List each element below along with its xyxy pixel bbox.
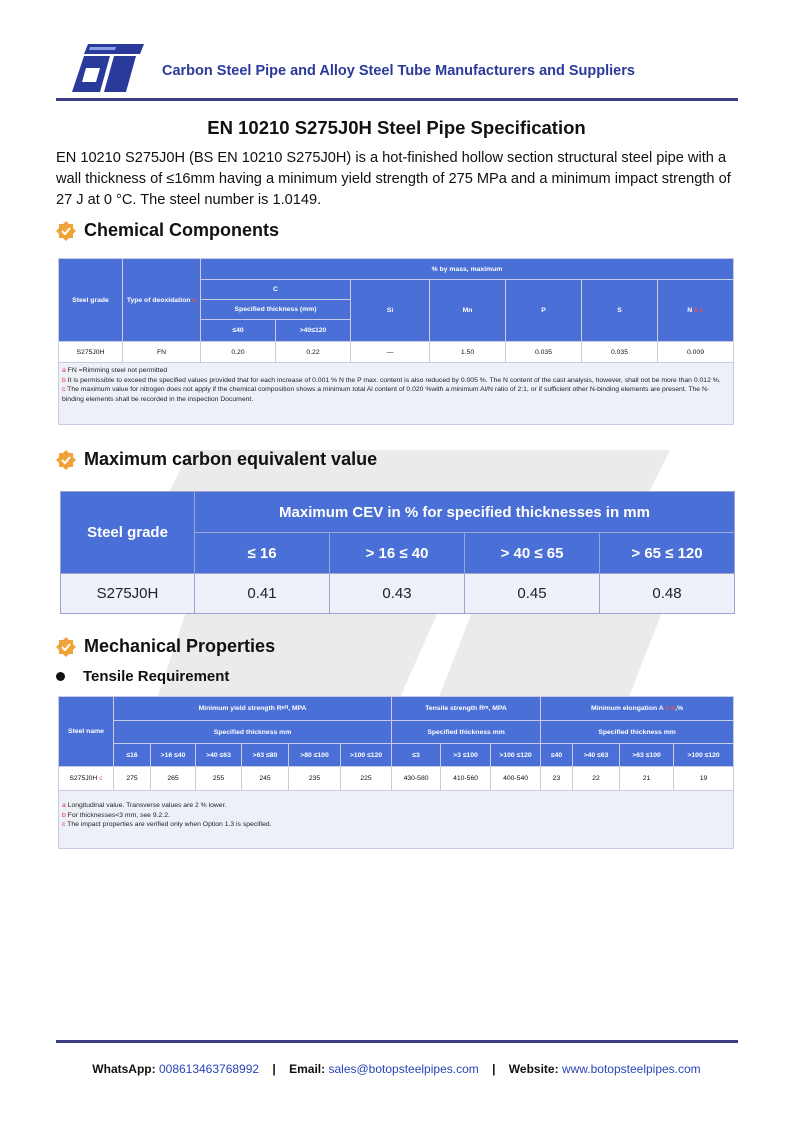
chem-header-si: Si (351, 280, 430, 342)
website-link[interactable]: www.botopsteelpipes.com (561, 1062, 701, 1076)
footer-divider (56, 1040, 738, 1043)
email-link[interactable]: sales@botopsteelpipes.com (328, 1062, 479, 1076)
cev-table: Steel grade Maximum CEV in % for specified thicknesses in mm ≤ 16 > 16 ≤ 40 > 40 ≤ 65 > 65 ≤ 120 S275J0H 0.41 0.43 0.45 0.48 (60, 491, 735, 614)
chem-header-mass: % by mass, maximum (201, 259, 734, 280)
section-chemical: Chemical Components (56, 220, 279, 241)
cev-header-grade: Steel grade (61, 492, 195, 574)
table-row: S275J0H c 275 265 255 245 235 225 430-580 410-560 400-540 23 22 21 19 (59, 767, 734, 791)
whatsapp-number[interactable]: 008613463768992 (158, 1062, 260, 1076)
chem-notes: a FN =Rimming steel not permitted b It is permissible to exceed the specified values provided that for each increase of 0.001 % N the P max. content is also reduced by 0.005 %. The N content of the cast analysis, however, shall not be more than 0.012 %. c The maximum value for nitrogen does not apply if the chemical composition shows a minimum total Al content of 0.020 %with a minimum Al/N ratio of 2:1, or if sufficient other N-binding elements are present. The N-binding elements shall be recorded in the inspection Document. (59, 363, 734, 425)
chem-header-grade: Steel grade (59, 259, 123, 342)
check-badge-icon (56, 450, 76, 470)
tensile-heading: Tensile Requirement (56, 668, 229, 685)
section-cev: Maximum carbon equivalent value (56, 449, 377, 470)
header-tagline: Carbon Steel Pipe and Alloy Steel Tube Manufacturers and Suppliers (162, 63, 635, 79)
tensile-header-elong: Minimum elongation A a b,% (541, 697, 734, 721)
chem-header-spec: Specified thickness (mm) (201, 300, 351, 320)
chem-header-p: P (506, 280, 582, 342)
bullet-icon (56, 672, 65, 681)
chem-header-mn: Mn (430, 280, 506, 342)
chem-header-n: N b c (658, 280, 734, 342)
header-divider (56, 98, 738, 101)
tensile-header-name: Steel name (59, 697, 114, 767)
company-logo (66, 42, 146, 94)
chem-header-t1: ≤40 (201, 320, 276, 342)
tensile-header-tensile: Tensile strength $R^m$, MPA (392, 697, 541, 721)
page-title: EN 10210 S275J0H Steel Pipe Specification (207, 117, 586, 138)
section-mechanical: Mechanical Properties (56, 636, 275, 657)
page-header (56, 36, 738, 100)
check-badge-icon (56, 637, 76, 657)
tensile-table: Steel name Minimum yield strength $R^{eH}$, MPA Tensile strength $R^m$, MPA Minimum elongation A a b,% Specified thickness mm Specified thickness mm Specified thickness mm ≤16 >16 ≤40 >40 ≤63 >63 ≤80 >80 ≤100 >100 ≤120 ≤3 >3 ≤100 >100 ≤120 ≤40 >40 ≤63 >63 ≤100 >100 ≤120 S275J0H c 275 265 255 245 235 225 430-580 410-560 400-540 23 22 21 19 a Longitudinal value. Transverse values are 2 % lower. b For thicknesses<3 mm, see 9.2.2. c The impact properties are verified only when Option 1.3 is specified. (58, 696, 734, 849)
check-badge-icon (56, 221, 76, 241)
chem-header-deox: Type of deoxidation a (123, 259, 201, 342)
chem-header-c: C (201, 280, 351, 300)
chemical-table (58, 258, 734, 425)
tensile-notes: a Longitudinal value. Transverse values are 2 % lower. b For thicknesses<3 mm, see 9.2.2. c The impact properties are verified only when Option 1.3 is specified. (59, 791, 734, 849)
chem-header-t2: >40≤120 (276, 320, 351, 342)
chem-header-s: S (582, 280, 658, 342)
page-footer: WhatsApp: 008613463768992 | Email: sales@botopsteelpipes.com | Website: www.botopsteelpipes.com (92, 1062, 701, 1076)
intro-paragraph: EN 10210 S275J0H (BS EN 10210 S275J0H) is a hot-finished hollow section structural steel pipe with a wall thickness of ≤16mm having a minimum yield strength of 275 MPa and a minimum impact strength of 27 J at 0 °C. The steel number is 1.0149. (56, 150, 731, 208)
table-row: S275J0H FN 0.20 0.22 — 1.50 0.035 0.035 0.009 (59, 342, 734, 363)
cev-header-main: Maximum CEV in % for specified thicknesses in mm (195, 492, 735, 533)
table-row: S275J0H 0.41 0.43 0.45 0.48 (61, 574, 735, 614)
tensile-header-yield: Minimum yield strength $R^{eH}$, MPA (114, 697, 392, 721)
